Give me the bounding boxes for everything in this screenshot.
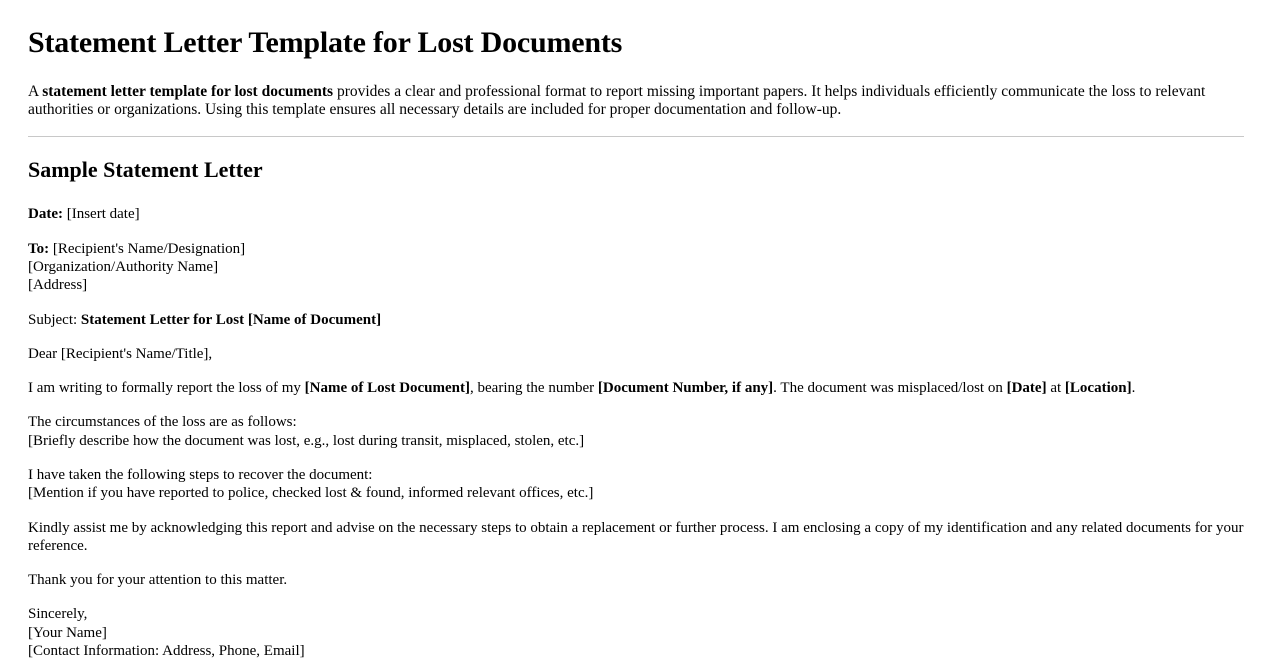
letter-signature-block [28, 605, 1244, 660]
body-bold-document-number: [Document Number, if any] [597, 380, 774, 397]
subject-value: Statement Letter for Lost [Name of Document] [80, 311, 382, 328]
body-bold-date: [Date] [1006, 380, 1047, 397]
to-value: [Recipient's Name/Designation] [49, 240, 246, 257]
intro-paragraph [28, 83, 1244, 121]
section-divider [28, 136, 1244, 137]
subject-label: Subject: [28, 311, 81, 328]
contact-info-line: [Contact Information: Address, Phone, Email] [28, 643, 305, 660]
body-part-4: at [1046, 380, 1065, 397]
section-title: Sample Statement Letter [28, 157, 263, 183]
circumstances-intro: The circumstances of the loss are as follows: [28, 414, 297, 431]
letter-salutation: Dear [Recipient's Name/Title], [28, 345, 213, 362]
body-bold-document-name: [Name of Lost Document] [304, 380, 471, 397]
letter-body-report [28, 379, 1244, 397]
body-part-2: , bearing the number [470, 380, 598, 397]
body-bold-location: [Location] [1064, 380, 1132, 397]
steps-intro: I have taken the following steps to recover the document: [28, 466, 373, 483]
body-part-3: . The document was misplaced/lost on [773, 380, 1007, 397]
letter-date-line [28, 205, 1244, 223]
intro-lead: A [28, 82, 43, 100]
letter-circumstances [28, 413, 1244, 450]
letter-assist: Kindly assist me by acknowledging this report and advise on the necessary steps to obtain a replacement or further process. I am enclosing a copy of my identification and any related documents for your reference. [28, 519, 1244, 554]
letter-subject-line [28, 311, 1244, 329]
to-label: To: [28, 240, 50, 257]
organization-line: [Organization/Authority Name] [28, 258, 219, 275]
page-title: Statement Letter Template for Lost Documents [28, 26, 623, 59]
circumstances-detail: [Briefly describe how the document was lost, e.g., lost during transit, misplaced, stolen, etc.] [28, 432, 585, 449]
steps-detail: [Mention if you have reported to police, checked lost & found, informed relevant offices, etc.] [28, 485, 594, 502]
date-value: [Insert date] [62, 206, 140, 223]
letter-thanks: Thank you for your attention to this matter. [28, 572, 288, 589]
date-label: Date: [28, 206, 63, 223]
your-name-line: [Your Name] [28, 624, 107, 641]
letter-steps [28, 466, 1244, 503]
intro-bold-phrase: statement letter template for lost documents [42, 82, 334, 100]
letter-recipient-block [28, 240, 1244, 295]
intro-rest: provides a clear and professional format to report missing important papers. It helps individuals efficiently communicate the loss to relevant authorities or organizations. Using this template ensures all necessary details are included for proper documentation and follow-up. [28, 82, 1206, 119]
closing-line: Sincerely, [28, 606, 88, 623]
address-line: [Address] [28, 277, 88, 294]
sample-letter [28, 205, 1244, 660]
body-part-5: . [1131, 380, 1136, 397]
body-part-1: I am writing to formally report the loss of my [28, 380, 305, 397]
